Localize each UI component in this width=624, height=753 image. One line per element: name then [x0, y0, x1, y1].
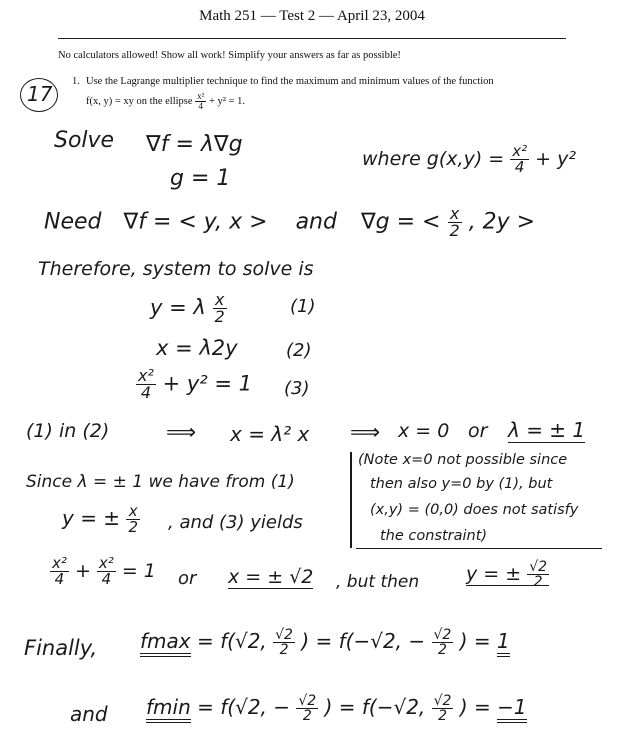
need-line — [44, 206, 535, 239]
eq3 — [136, 368, 252, 401]
note-line4: the constraint) — [380, 528, 488, 544]
fmin-frac-1-den: 2 — [302, 708, 312, 724]
need-grad-g-a: ∇g = < — [360, 209, 441, 235]
y-pm-line — [62, 504, 140, 535]
note-brace — [350, 452, 352, 548]
x-value-text: x = ± √2 — [228, 566, 314, 588]
y-value-frac-den: 2 — [533, 574, 543, 590]
sum-plus: + — [74, 560, 91, 582]
eq2: x = λ2y — [156, 336, 238, 360]
need-frac-num: x — [448, 206, 462, 223]
fmax-expr-b: ) = f(−√2, − — [301, 629, 426, 653]
eq1 — [150, 292, 227, 325]
sum-frac-1-num: x² — [52, 554, 67, 572]
problem-number: 1. — [72, 76, 80, 87]
fmin-label: fmin — [146, 695, 191, 723]
instructions: No calculators allowed! Show all work! Simplify your answers as far as possible! — [58, 50, 401, 61]
fmax-line — [140, 628, 510, 657]
fmax-frac-1 — [273, 628, 295, 657]
eq3-tag: (3) — [284, 378, 310, 399]
finally-label: Finally, — [24, 636, 98, 660]
eq3-frac-num: x² — [138, 366, 154, 385]
fmin-line — [146, 694, 527, 723]
fmin-frac-1-num: √2 — [298, 693, 317, 709]
and-3-yields: , and (3) yields — [168, 512, 303, 533]
sum-frac-2 — [97, 556, 116, 587]
sum-line — [50, 556, 156, 587]
problem-text-line2 — [86, 92, 245, 111]
eq1-tag: (1) — [290, 296, 316, 317]
eq3-frac-den: 4 — [140, 383, 152, 402]
eq3-tail: + y² = 1 — [162, 371, 253, 396]
y-value-box — [466, 559, 549, 590]
arrow-2: ⟹ — [350, 420, 381, 444]
where-frac-den: 4 — [514, 158, 525, 176]
sum-frac-1 — [50, 556, 69, 587]
need-frac-den: 2 — [449, 221, 460, 240]
need-grad-f: ∇f = < y, x > — [123, 209, 268, 235]
where-tail: + y² — [535, 148, 576, 170]
need-label: Need — [44, 209, 102, 235]
fmin-frac-1 — [296, 694, 318, 723]
note-line1: (Note x=0 not possible since — [358, 452, 568, 468]
sub-line: (1) in (2) — [26, 420, 110, 442]
fmax-expr-a: = f(√2, — [196, 629, 267, 653]
case-x: x = 0 — [398, 420, 450, 442]
solve-eq1: ∇f = λ∇g — [146, 132, 243, 157]
case-lambda — [508, 418, 585, 442]
eq1-frac-den: 2 — [214, 307, 225, 326]
fmin-expr-a: = f(√2, − — [197, 695, 291, 719]
case-or: or — [468, 420, 488, 442]
ellipse-frac-den: 4 — [198, 101, 203, 111]
and-word: and — [70, 702, 108, 726]
eq1-fraction — [213, 292, 227, 325]
sum-frac-2-num: x² — [98, 554, 114, 572]
fmax-result: 1 — [497, 629, 510, 657]
case-lambda-text: λ = ± 1 — [508, 418, 586, 442]
need-grad-g-fraction — [448, 206, 462, 239]
where-fraction — [510, 144, 529, 175]
y-value — [466, 560, 549, 589]
fmax-frac-1-num: √2 — [275, 627, 293, 643]
y-pm-frac-num: x — [126, 504, 140, 520]
eq1-left: y = λ — [150, 295, 206, 320]
but-then: , but then — [336, 572, 420, 592]
page-title: Math 251 — Test 2 — April 23, 2004 — [199, 8, 425, 24]
ellipse-frac-num: x² — [197, 91, 205, 101]
y-pm-frac-den: 2 — [128, 518, 138, 536]
eq2-tag: (2) — [286, 340, 312, 361]
or-word: or — [178, 568, 197, 589]
fmin-result: −1 — [497, 695, 526, 723]
x-value — [228, 566, 313, 588]
therefore-line: Therefore, system to solve is — [38, 258, 314, 280]
where-label: where g(x,y) = — [362, 148, 505, 170]
y-pm: y = ± — [62, 506, 121, 530]
y-value-text: y = ± — [466, 563, 522, 585]
problem-text-b: + y² = 1. — [208, 95, 245, 107]
where-frac-num: x² — [512, 142, 528, 160]
score-value: 17 — [27, 82, 53, 106]
sum-frac-2-den: 4 — [101, 570, 112, 588]
arrow-1: ⟹ — [166, 420, 197, 444]
eq3-fraction — [136, 368, 156, 401]
note-line3: (x,y) = (0,0) does not satisfy — [370, 502, 579, 518]
y-value-fraction — [527, 560, 549, 589]
fmin-frac-2 — [432, 694, 454, 723]
since-line: Since λ = ± 1 we have from (1) — [26, 472, 295, 492]
y-pm-fraction — [126, 504, 140, 535]
fmax-frac-2-den: 2 — [437, 642, 447, 658]
fmax-frac-2 — [432, 628, 454, 657]
fmin-expr-b: ) = f(−√2, — [324, 695, 426, 719]
sub-result: x = λ² x — [230, 422, 310, 446]
fmax-expr-c: ) = — [459, 629, 491, 653]
fmax-label: fmax — [140, 629, 191, 657]
fmin-frac-2-den: 2 — [438, 708, 448, 724]
fmin-frac-2-num: √2 — [433, 693, 452, 709]
need-grad-g-b: , 2y > — [468, 209, 536, 235]
need-and: and — [295, 209, 337, 235]
solve-label: Solve — [54, 128, 115, 153]
sum-eq: = 1 — [121, 560, 156, 582]
header-divider — [58, 38, 566, 39]
problem-text-line1: Use the Lagrange multiplier technique to find the maximum and minimum values of the function — [86, 76, 494, 87]
ellipse-fraction — [195, 92, 206, 111]
note-line2: then also y=0 by (1), but — [370, 476, 553, 492]
fmax-frac-1-den: 2 — [279, 642, 289, 658]
where-line — [362, 144, 576, 175]
eq1-frac-num: x — [213, 292, 227, 309]
fmin-expr-c: ) = — [459, 695, 491, 719]
problem-text-a: f(x, y) = xy on the ellipse — [86, 95, 193, 107]
sum-frac-1-den: 4 — [54, 570, 65, 588]
y-value-frac-num: √2 — [529, 559, 548, 575]
fmax-frac-2-num: √2 — [433, 627, 452, 643]
note-underline — [356, 548, 602, 549]
solve-eq2: g = 1 — [170, 166, 231, 191]
